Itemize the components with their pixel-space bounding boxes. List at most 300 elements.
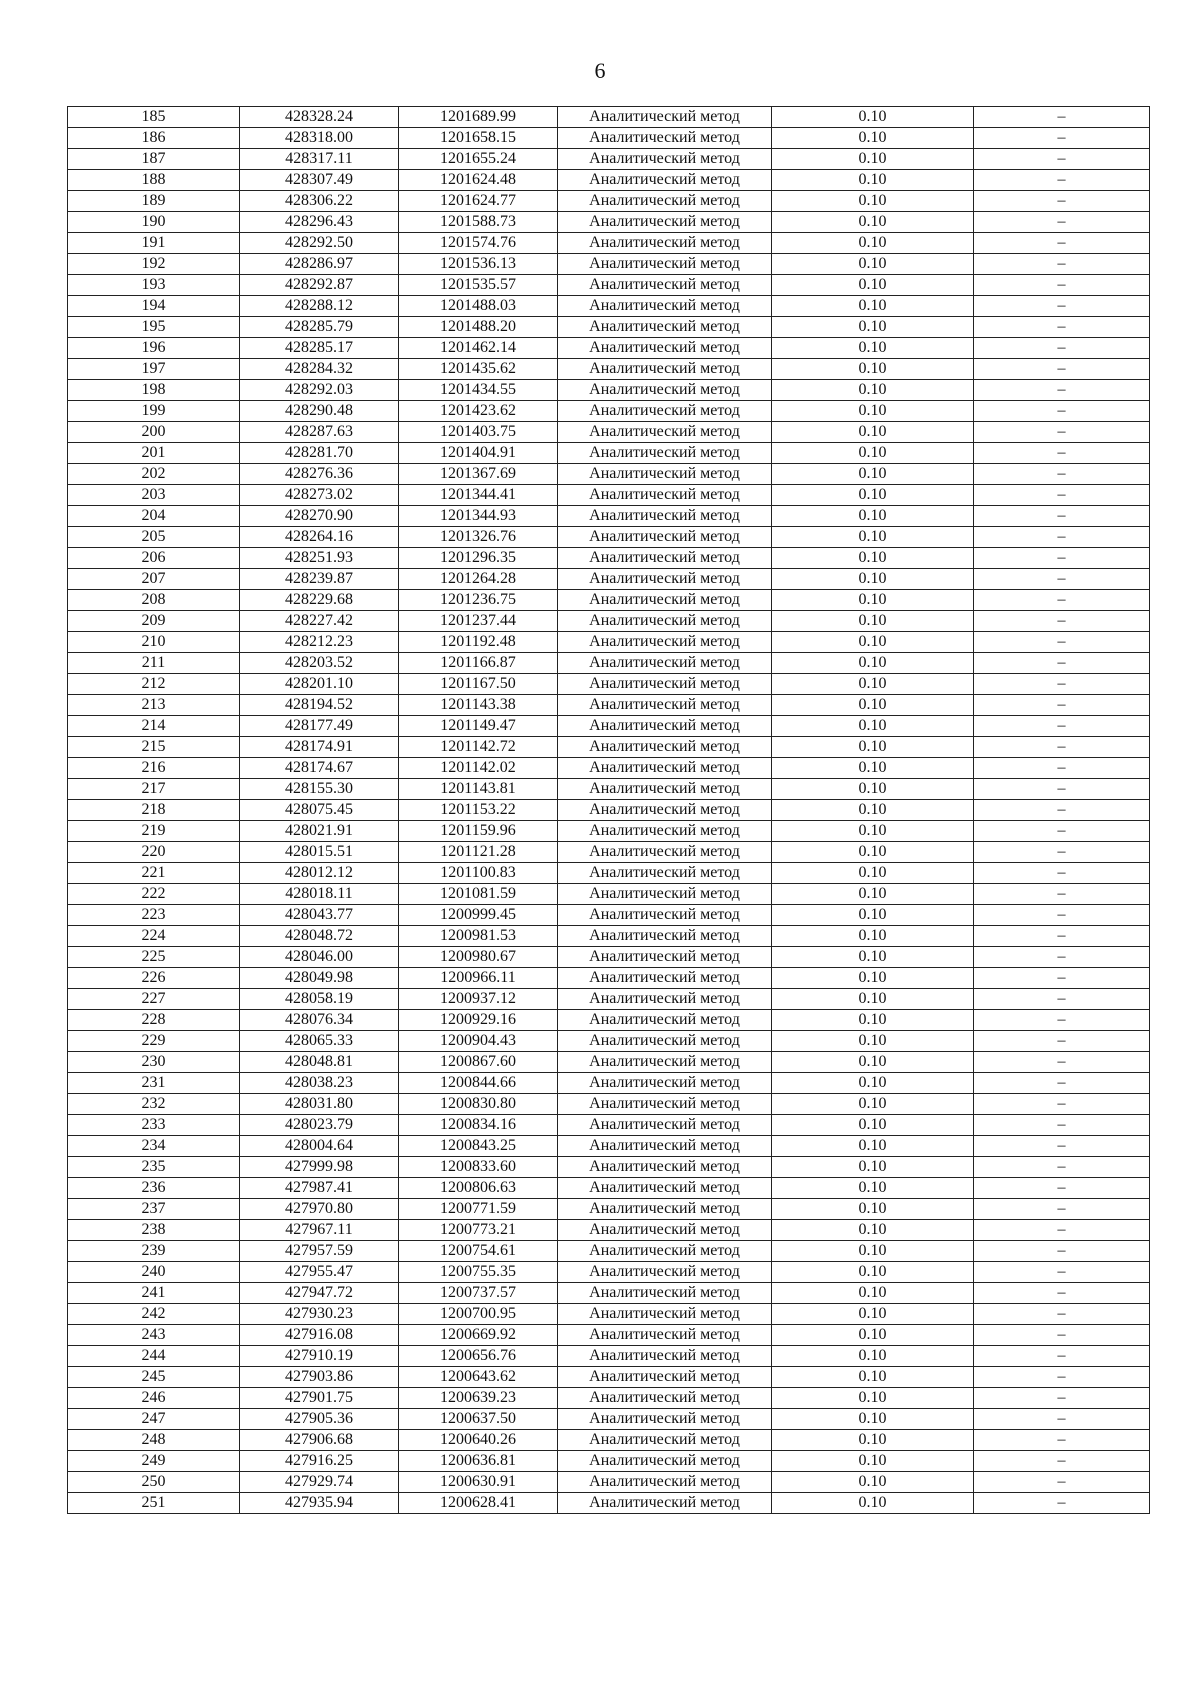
- point-number-cell: 231: [68, 1073, 240, 1094]
- coordinate-y-cell: 1201462.14: [399, 338, 558, 359]
- coordinate-y-cell: 1200636.81: [399, 1451, 558, 1472]
- description-cell: –: [974, 380, 1150, 401]
- coordinate-x-cell: 427999.98: [240, 1157, 399, 1178]
- method-cell: Аналитический метод: [558, 1199, 772, 1220]
- description-cell: –: [974, 1010, 1150, 1031]
- method-cell: Аналитический метод: [558, 1157, 772, 1178]
- table-row: [68, 296, 1150, 317]
- coordinate-x-cell: 428023.79: [240, 1115, 399, 1136]
- description-cell: –: [974, 1304, 1150, 1325]
- coordinate-y-cell: 1201588.73: [399, 212, 558, 233]
- description-cell: –: [974, 506, 1150, 527]
- accuracy-cell: 0.10: [772, 1052, 974, 1073]
- method-cell: Аналитический метод: [558, 842, 772, 863]
- accuracy-cell: 0.10: [772, 1241, 974, 1262]
- description-cell: –: [974, 695, 1150, 716]
- method-cell: Аналитический метод: [558, 1346, 772, 1367]
- accuracy-cell: 0.10: [772, 1493, 974, 1514]
- table-row: [68, 779, 1150, 800]
- point-number-cell: 221: [68, 863, 240, 884]
- description-cell: –: [974, 653, 1150, 674]
- point-number-cell: 228: [68, 1010, 240, 1031]
- table-row: [68, 128, 1150, 149]
- table-row: [68, 1220, 1150, 1241]
- method-cell: Аналитический метод: [558, 149, 772, 170]
- accuracy-cell: 0.10: [772, 1388, 974, 1409]
- accuracy-cell: 0.10: [772, 275, 974, 296]
- coordinate-y-cell: 1201192.48: [399, 632, 558, 653]
- method-cell: Аналитический метод: [558, 989, 772, 1010]
- method-cell: Аналитический метод: [558, 1010, 772, 1031]
- method-cell: Аналитический метод: [558, 611, 772, 632]
- coordinate-x-cell: 428281.70: [240, 443, 399, 464]
- method-cell: Аналитический метод: [558, 128, 772, 149]
- table-row: [68, 1283, 1150, 1304]
- accuracy-cell: 0.10: [772, 1367, 974, 1388]
- table-row: [68, 758, 1150, 779]
- accuracy-cell: 0.10: [772, 422, 974, 443]
- coordinate-y-cell: 1201689.99: [399, 107, 558, 128]
- point-number-cell: 235: [68, 1157, 240, 1178]
- accuracy-cell: 0.10: [772, 926, 974, 947]
- coordinate-x-cell: 428076.34: [240, 1010, 399, 1031]
- coordinate-y-cell: 1200773.21: [399, 1220, 558, 1241]
- description-cell: –: [974, 1094, 1150, 1115]
- coordinate-x-cell: 428012.12: [240, 863, 399, 884]
- coordinate-x-cell: 428296.43: [240, 212, 399, 233]
- method-cell: Аналитический метод: [558, 821, 772, 842]
- description-cell: –: [974, 1052, 1150, 1073]
- accuracy-cell: 0.10: [772, 821, 974, 842]
- point-number-cell: 207: [68, 569, 240, 590]
- point-number-cell: 197: [68, 359, 240, 380]
- description-cell: –: [974, 527, 1150, 548]
- table-row: [68, 1346, 1150, 1367]
- coordinate-x-cell: 427905.36: [240, 1409, 399, 1430]
- table-row: [68, 1115, 1150, 1136]
- method-cell: Аналитический метод: [558, 485, 772, 506]
- description-cell: –: [974, 1388, 1150, 1409]
- accuracy-cell: 0.10: [772, 905, 974, 926]
- point-number-cell: 251: [68, 1493, 240, 1514]
- method-cell: Аналитический метод: [558, 905, 772, 926]
- coordinate-x-cell: 428273.02: [240, 485, 399, 506]
- coordinate-x-cell: 428177.49: [240, 716, 399, 737]
- method-cell: Аналитический метод: [558, 569, 772, 590]
- coordinate-x-cell: 428287.63: [240, 422, 399, 443]
- coordinate-x-cell: 428065.33: [240, 1031, 399, 1052]
- table-row: [68, 443, 1150, 464]
- description-cell: –: [974, 1430, 1150, 1451]
- point-number-cell: 185: [68, 107, 240, 128]
- accuracy-cell: 0.10: [772, 254, 974, 275]
- coordinate-x-cell: 428048.81: [240, 1052, 399, 1073]
- description-cell: –: [974, 590, 1150, 611]
- point-number-cell: 196: [68, 338, 240, 359]
- coordinate-x-cell: 428155.30: [240, 779, 399, 800]
- coordinate-y-cell: 1200640.26: [399, 1430, 558, 1451]
- accuracy-cell: 0.10: [772, 170, 974, 191]
- table-row: [68, 1262, 1150, 1283]
- coordinate-x-cell: 427906.68: [240, 1430, 399, 1451]
- description-cell: –: [974, 842, 1150, 863]
- accuracy-cell: 0.10: [772, 401, 974, 422]
- point-number-cell: 245: [68, 1367, 240, 1388]
- coordinate-x-cell: 428194.52: [240, 695, 399, 716]
- table-row: [68, 590, 1150, 611]
- method-cell: Аналитический метод: [558, 1031, 772, 1052]
- accuracy-cell: 0.10: [772, 1346, 974, 1367]
- accuracy-cell: 0.10: [772, 842, 974, 863]
- accuracy-cell: 0.10: [772, 548, 974, 569]
- table-row: [68, 191, 1150, 212]
- coordinate-x-cell: 427947.72: [240, 1283, 399, 1304]
- coordinate-y-cell: 1200834.16: [399, 1115, 558, 1136]
- point-number-cell: 190: [68, 212, 240, 233]
- description-cell: –: [974, 758, 1150, 779]
- table-row: [68, 485, 1150, 506]
- accuracy-cell: 0.10: [772, 1283, 974, 1304]
- description-cell: –: [974, 128, 1150, 149]
- coordinates-table-body: [68, 107, 1150, 1514]
- point-number-cell: 194: [68, 296, 240, 317]
- table-row: [68, 212, 1150, 233]
- coordinate-x-cell: 428212.23: [240, 632, 399, 653]
- method-cell: Аналитический метод: [558, 1451, 772, 1472]
- method-cell: Аналитический метод: [558, 590, 772, 611]
- description-cell: –: [974, 443, 1150, 464]
- description-cell: –: [974, 422, 1150, 443]
- table-row: [68, 527, 1150, 548]
- method-cell: Аналитический метод: [558, 1304, 772, 1325]
- accuracy-cell: 0.10: [772, 758, 974, 779]
- point-number-cell: 223: [68, 905, 240, 926]
- method-cell: Аналитический метод: [558, 1115, 772, 1136]
- accuracy-cell: 0.10: [772, 968, 974, 989]
- accuracy-cell: 0.10: [772, 485, 974, 506]
- method-cell: Аналитический метод: [558, 1472, 772, 1493]
- table-row: [68, 1094, 1150, 1115]
- table-row: [68, 800, 1150, 821]
- table-row: [68, 422, 1150, 443]
- coordinate-y-cell: 1201367.69: [399, 464, 558, 485]
- point-number-cell: 208: [68, 590, 240, 611]
- coordinate-y-cell: 1200843.25: [399, 1136, 558, 1157]
- coordinate-y-cell: 1200643.62: [399, 1367, 558, 1388]
- table-row: [68, 149, 1150, 170]
- method-cell: Аналитический метод: [558, 443, 772, 464]
- method-cell: Аналитический метод: [558, 695, 772, 716]
- point-number-cell: 210: [68, 632, 240, 653]
- coordinate-y-cell: 1201624.77: [399, 191, 558, 212]
- coordinate-y-cell: 1201142.02: [399, 758, 558, 779]
- point-number-cell: 214: [68, 716, 240, 737]
- description-cell: –: [974, 884, 1150, 905]
- point-number-cell: 247: [68, 1409, 240, 1430]
- point-number-cell: 213: [68, 695, 240, 716]
- coordinate-x-cell: 428292.50: [240, 233, 399, 254]
- coordinate-x-cell: 428201.10: [240, 674, 399, 695]
- coordinate-x-cell: 427929.74: [240, 1472, 399, 1493]
- point-number-cell: 240: [68, 1262, 240, 1283]
- coordinate-x-cell: 428264.16: [240, 527, 399, 548]
- table-row: [68, 401, 1150, 422]
- table-row: [68, 359, 1150, 380]
- accuracy-cell: 0.10: [772, 716, 974, 737]
- description-cell: –: [974, 317, 1150, 338]
- accuracy-cell: 0.10: [772, 1010, 974, 1031]
- coordinate-y-cell: 1201081.59: [399, 884, 558, 905]
- method-cell: Аналитический метод: [558, 1052, 772, 1073]
- description-cell: –: [974, 905, 1150, 926]
- coordinate-y-cell: 1200966.11: [399, 968, 558, 989]
- coordinate-y-cell: 1200628.41: [399, 1493, 558, 1514]
- coordinate-y-cell: 1200806.63: [399, 1178, 558, 1199]
- coordinate-y-cell: 1201655.24: [399, 149, 558, 170]
- description-cell: –: [974, 1283, 1150, 1304]
- description-cell: –: [974, 401, 1150, 422]
- point-number-cell: 205: [68, 527, 240, 548]
- accuracy-cell: 0.10: [772, 443, 974, 464]
- coordinate-x-cell: 428290.48: [240, 401, 399, 422]
- coordinate-x-cell: 428318.00: [240, 128, 399, 149]
- table-row: [68, 884, 1150, 905]
- description-cell: –: [974, 107, 1150, 128]
- method-cell: Аналитический метод: [558, 1283, 772, 1304]
- table-row: [68, 905, 1150, 926]
- point-number-cell: 226: [68, 968, 240, 989]
- point-number-cell: 234: [68, 1136, 240, 1157]
- coordinate-y-cell: 1200833.60: [399, 1157, 558, 1178]
- table-row: [68, 737, 1150, 758]
- method-cell: Аналитический метод: [558, 884, 772, 905]
- coordinate-y-cell: 1201143.38: [399, 695, 558, 716]
- method-cell: Аналитический метод: [558, 548, 772, 569]
- method-cell: Аналитический метод: [558, 401, 772, 422]
- point-number-cell: 238: [68, 1220, 240, 1241]
- table-row: [68, 1031, 1150, 1052]
- accuracy-cell: 0.10: [772, 1262, 974, 1283]
- method-cell: Аналитический метод: [558, 212, 772, 233]
- coordinate-x-cell: 427901.75: [240, 1388, 399, 1409]
- method-cell: Аналитический метод: [558, 758, 772, 779]
- accuracy-cell: 0.10: [772, 233, 974, 254]
- accuracy-cell: 0.10: [772, 632, 974, 653]
- table-row: [68, 1136, 1150, 1157]
- coordinate-y-cell: 1200937.12: [399, 989, 558, 1010]
- table-row: [68, 506, 1150, 527]
- accuracy-cell: 0.10: [772, 947, 974, 968]
- coordinate-x-cell: 427987.41: [240, 1178, 399, 1199]
- description-cell: –: [974, 1472, 1150, 1493]
- coordinate-x-cell: 428239.87: [240, 569, 399, 590]
- description-cell: –: [974, 1073, 1150, 1094]
- coordinate-y-cell: 1201166.87: [399, 653, 558, 674]
- table-row: [68, 317, 1150, 338]
- table-row: [68, 821, 1150, 842]
- point-number-cell: 236: [68, 1178, 240, 1199]
- coordinate-y-cell: 1201237.44: [399, 611, 558, 632]
- description-cell: –: [974, 1157, 1150, 1178]
- method-cell: Аналитический метод: [558, 632, 772, 653]
- method-cell: Аналитический метод: [558, 464, 772, 485]
- method-cell: Аналитический метод: [558, 359, 772, 380]
- accuracy-cell: 0.10: [772, 317, 974, 338]
- description-cell: –: [974, 1346, 1150, 1367]
- table-row: [68, 107, 1150, 128]
- coordinate-x-cell: 428174.91: [240, 737, 399, 758]
- accuracy-cell: 0.10: [772, 611, 974, 632]
- description-cell: –: [974, 1220, 1150, 1241]
- coordinate-x-cell: 428018.11: [240, 884, 399, 905]
- table-row: [68, 1157, 1150, 1178]
- point-number-cell: 227: [68, 989, 240, 1010]
- coordinate-y-cell: 1201142.72: [399, 737, 558, 758]
- method-cell: Аналитический метод: [558, 1367, 772, 1388]
- description-cell: –: [974, 1178, 1150, 1199]
- point-number-cell: 250: [68, 1472, 240, 1493]
- description-cell: –: [974, 1031, 1150, 1052]
- accuracy-cell: 0.10: [772, 1073, 974, 1094]
- point-number-cell: 246: [68, 1388, 240, 1409]
- point-number-cell: 237: [68, 1199, 240, 1220]
- point-number-cell: 244: [68, 1346, 240, 1367]
- description-cell: –: [974, 1136, 1150, 1157]
- accuracy-cell: 0.10: [772, 527, 974, 548]
- coordinate-y-cell: 1201536.13: [399, 254, 558, 275]
- method-cell: Аналитический метод: [558, 737, 772, 758]
- description-cell: –: [974, 464, 1150, 485]
- coordinate-x-cell: 428048.72: [240, 926, 399, 947]
- table-row: [68, 926, 1150, 947]
- accuracy-cell: 0.10: [772, 863, 974, 884]
- description-cell: –: [974, 212, 1150, 233]
- coordinates-table: [67, 106, 1150, 1514]
- accuracy-cell: 0.10: [772, 1409, 974, 1430]
- description-cell: –: [974, 1262, 1150, 1283]
- coordinate-y-cell: 1200754.61: [399, 1241, 558, 1262]
- coordinate-x-cell: 428229.68: [240, 590, 399, 611]
- description-cell: –: [974, 359, 1150, 380]
- coordinate-x-cell: 428251.93: [240, 548, 399, 569]
- accuracy-cell: 0.10: [772, 989, 974, 1010]
- coordinate-y-cell: 1200771.59: [399, 1199, 558, 1220]
- table-row: [68, 1472, 1150, 1493]
- page-number: 6: [594, 58, 606, 83]
- method-cell: Аналитический метод: [558, 527, 772, 548]
- table-row: [68, 380, 1150, 401]
- coordinate-y-cell: 1201153.22: [399, 800, 558, 821]
- accuracy-cell: 0.10: [772, 1136, 974, 1157]
- table-row: [68, 1367, 1150, 1388]
- coordinate-x-cell: 428227.42: [240, 611, 399, 632]
- table-row: [68, 653, 1150, 674]
- description-cell: –: [974, 1493, 1150, 1514]
- coordinate-y-cell: 1201535.57: [399, 275, 558, 296]
- accuracy-cell: 0.10: [772, 1115, 974, 1136]
- description-cell: –: [974, 611, 1150, 632]
- description-cell: –: [974, 632, 1150, 653]
- method-cell: Аналитический метод: [558, 254, 772, 275]
- description-cell: –: [974, 191, 1150, 212]
- coordinate-y-cell: 1200630.91: [399, 1472, 558, 1493]
- coordinate-x-cell: 428292.03: [240, 380, 399, 401]
- point-number-cell: 200: [68, 422, 240, 443]
- method-cell: Аналитический метод: [558, 947, 772, 968]
- table-row: [68, 1199, 1150, 1220]
- accuracy-cell: 0.10: [772, 464, 974, 485]
- point-number-cell: 204: [68, 506, 240, 527]
- accuracy-cell: 0.10: [772, 359, 974, 380]
- coordinate-y-cell: 1200867.60: [399, 1052, 558, 1073]
- table-row: [68, 464, 1150, 485]
- table-row: [68, 1304, 1150, 1325]
- description-cell: –: [974, 674, 1150, 695]
- description-cell: –: [974, 1325, 1150, 1346]
- method-cell: Аналитический метод: [558, 1388, 772, 1409]
- description-cell: –: [974, 485, 1150, 506]
- coordinate-y-cell: 1201658.15: [399, 128, 558, 149]
- coordinate-y-cell: 1200656.76: [399, 1346, 558, 1367]
- coordinate-x-cell: 428043.77: [240, 905, 399, 926]
- point-number-cell: 217: [68, 779, 240, 800]
- point-number-cell: 192: [68, 254, 240, 275]
- coordinate-x-cell: 428276.36: [240, 464, 399, 485]
- point-number-cell: 248: [68, 1430, 240, 1451]
- coordinate-y-cell: 1200637.50: [399, 1409, 558, 1430]
- coordinate-y-cell: 1200737.57: [399, 1283, 558, 1304]
- coordinate-x-cell: 427955.47: [240, 1262, 399, 1283]
- method-cell: Аналитический метод: [558, 800, 772, 821]
- coordinate-y-cell: 1200904.43: [399, 1031, 558, 1052]
- table-row: [68, 716, 1150, 737]
- accuracy-cell: 0.10: [772, 212, 974, 233]
- table-row: [68, 674, 1150, 695]
- coordinate-y-cell: 1201423.62: [399, 401, 558, 422]
- coordinate-y-cell: 1200755.35: [399, 1262, 558, 1283]
- point-number-cell: 193: [68, 275, 240, 296]
- accuracy-cell: 0.10: [772, 338, 974, 359]
- accuracy-cell: 0.10: [772, 800, 974, 821]
- table-row: [68, 569, 1150, 590]
- coordinate-x-cell: 428270.90: [240, 506, 399, 527]
- description-cell: –: [974, 233, 1150, 254]
- accuracy-cell: 0.10: [772, 1094, 974, 1115]
- accuracy-cell: 0.10: [772, 884, 974, 905]
- accuracy-cell: 0.10: [772, 1472, 974, 1493]
- description-cell: –: [974, 800, 1150, 821]
- point-number-cell: 191: [68, 233, 240, 254]
- method-cell: Аналитический метод: [558, 296, 772, 317]
- description-cell: –: [974, 1367, 1150, 1388]
- accuracy-cell: 0.10: [772, 590, 974, 611]
- coordinate-y-cell: 1201143.81: [399, 779, 558, 800]
- accuracy-cell: 0.10: [772, 296, 974, 317]
- table-row: [68, 695, 1150, 716]
- accuracy-cell: 0.10: [772, 1220, 974, 1241]
- coordinate-y-cell: 1200844.66: [399, 1073, 558, 1094]
- coordinate-y-cell: 1200700.95: [399, 1304, 558, 1325]
- coordinate-x-cell: 428058.19: [240, 989, 399, 1010]
- table-row: [68, 863, 1150, 884]
- table-row: [68, 1241, 1150, 1262]
- coordinate-y-cell: 1201488.20: [399, 317, 558, 338]
- point-number-cell: 218: [68, 800, 240, 821]
- point-number-cell: 201: [68, 443, 240, 464]
- coordinate-y-cell: 1201574.76: [399, 233, 558, 254]
- table-row: [68, 611, 1150, 632]
- description-cell: –: [974, 275, 1150, 296]
